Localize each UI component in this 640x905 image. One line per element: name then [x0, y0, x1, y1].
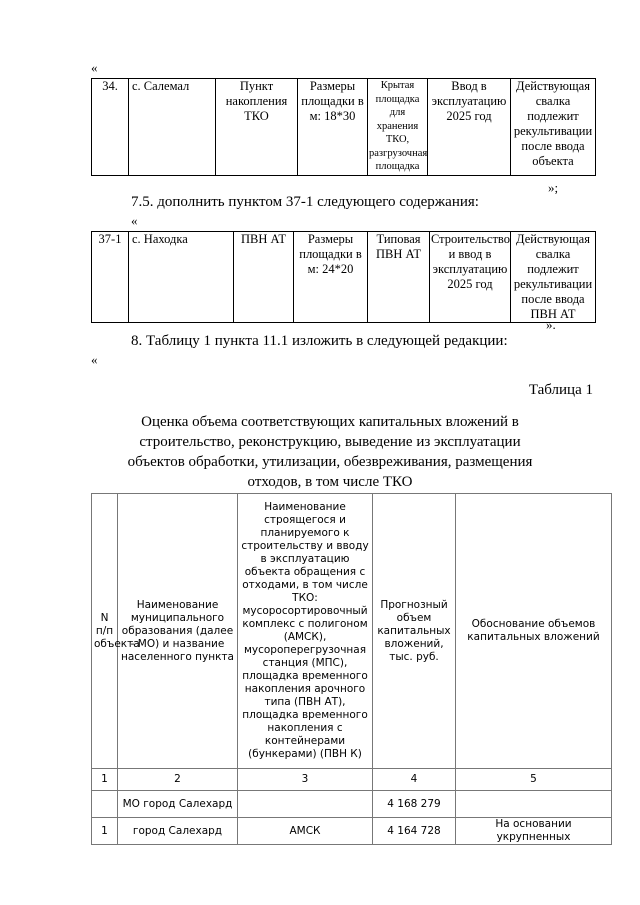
table-cell	[238, 791, 373, 818]
commissioning-plan: Строительство и ввод в эксплуатацию 2025 год	[430, 232, 511, 323]
table-title: Оценка объема соответствующих капитальных вложений в строительство, реконструкцию, выведение из эксплуатации объектов обработки, утилизации, обезвреживания, размещения отходов, в том числе ТКО	[127, 414, 533, 490]
item-number: 37-1	[92, 232, 129, 323]
paragraph-7-5: 7.5. дополнить пунктом 37-1 следующего содержания:	[131, 194, 479, 210]
opening-quote: «	[131, 213, 138, 228]
table-cell: На основании укрупненных	[456, 818, 612, 845]
header-municipality: Наименование муниципального образования (далее - МО) и название населенного пункта	[118, 494, 238, 769]
table-cell: МО город Салехард	[118, 791, 238, 818]
object-description: Крытая площадка для хранения ТКО, разгрузочная площадка	[368, 79, 428, 176]
table-row	[92, 791, 612, 818]
object-type: ПВН АТ	[234, 232, 294, 323]
item-number: 34.	[92, 79, 129, 176]
capital-investment-table	[91, 493, 612, 845]
table-cell: 1	[92, 818, 118, 845]
object-type: Пункт накопления ТКО	[216, 79, 298, 176]
opening-quote: «	[91, 60, 98, 75]
closing-quote: »;	[548, 180, 559, 195]
header-justification: Обоснование объемов капитальных вложений	[456, 494, 612, 769]
paragraph-8: 8. Таблицу 1 пункта 11.1 изложить в следующей редакции:	[131, 333, 508, 349]
column-index: 3	[238, 769, 373, 791]
landfill-note: Действующая свалка подлежит рекультивации после ввода ПВН АТ	[511, 232, 596, 323]
table-cell: АМСК	[238, 818, 373, 845]
header-object-number: N п/п объекта	[92, 494, 118, 769]
site-size: Размеры площадки в м: 24*20	[294, 232, 368, 323]
table-cell	[456, 791, 612, 818]
table-row	[92, 232, 596, 323]
closing-quote: ».	[546, 317, 556, 332]
site-size: Размеры площадки в м: 18*30	[298, 79, 368, 176]
table-label: Таблица 1	[528, 382, 593, 398]
object-table-item-37-1	[91, 231, 596, 323]
settlement-name: с. Находка	[129, 232, 234, 323]
opening-quote: «	[91, 352, 98, 367]
table-cell: 4 168 279	[373, 791, 456, 818]
column-index: 1	[92, 769, 118, 791]
table-cell	[92, 791, 118, 818]
table-cell: 4 164 728	[373, 818, 456, 845]
landfill-note: Действующая свалка подлежит рекультивации после ввода объекта	[511, 79, 596, 176]
table-cell: город Салехард	[118, 818, 238, 845]
header-forecast-volume: Прогнозный объем капитальных вложений, тыс. руб.	[373, 494, 456, 769]
table-header-row	[92, 494, 612, 769]
table-row	[92, 79, 596, 176]
object-table-item-34	[91, 78, 596, 176]
commissioning-plan: Ввод в эксплуатацию 2025 год	[428, 79, 511, 176]
object-description: Типовая ПВН АТ	[368, 232, 430, 323]
column-index: 4	[373, 769, 456, 791]
column-index: 2	[118, 769, 238, 791]
column-index: 5	[456, 769, 612, 791]
table-row	[92, 818, 612, 845]
settlement-name: с. Салемал	[129, 79, 216, 176]
header-object-name: Наименование строящегося и планируемого к строительству и вводу в эксплуатацию объекта обращения с отходами, в том числе ТКО: мусоросортировочный комплекс с полигоном (АМСК), мусороперегрузочная станция (МПС), площадка временного накопления арочного типа (ПВН АТ), площадка временного накопления с контейнерами (бункерами) (ПВН К)	[238, 494, 373, 769]
table-index-row	[92, 769, 612, 791]
